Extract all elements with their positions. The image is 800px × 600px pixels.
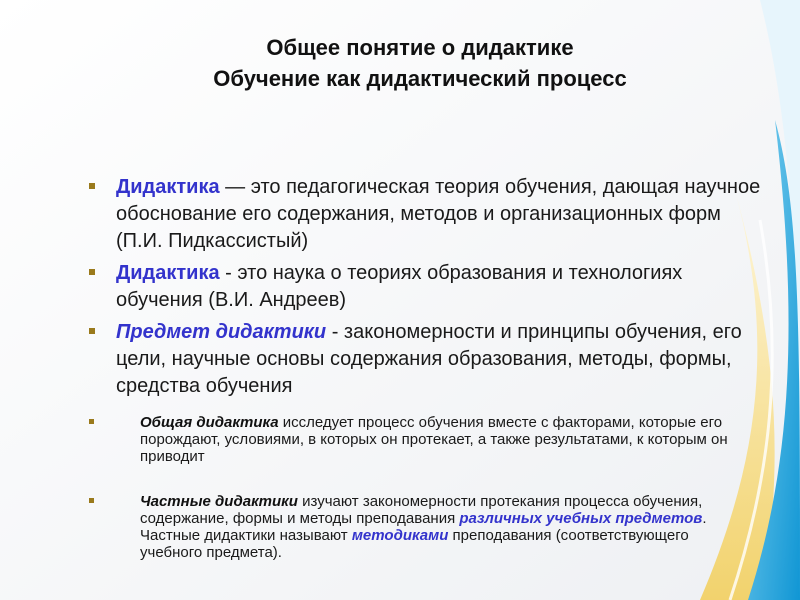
definition-text: исследует процесс обучения вместе с факторами, которые его порождают, условиями, в которых он протекает, а также результатами, к которым он приводит [140, 414, 728, 465]
square-bullet-icon [89, 498, 94, 503]
sub-bullet-list [88, 414, 728, 561]
list-item [86, 174, 766, 255]
main-bullet-list [86, 174, 766, 405]
square-bullet-icon [89, 269, 95, 275]
definition-text: . Частные дидактики называют [140, 510, 707, 544]
list-item [88, 493, 728, 561]
title-line-2: Обучение как дидактический процесс [213, 66, 627, 91]
square-bullet-icon [89, 183, 95, 189]
term-label: Частные дидактики [140, 493, 298, 510]
definition-text: — это педагогическая теория обучения, дающая научное обоснование его содержания, методов и организационных форм (П.И. Пидкассистый) [116, 176, 761, 252]
list-item [86, 319, 766, 400]
term-label: Предмет дидактики [116, 321, 327, 343]
title-line-1: Общее понятие о дидактике [266, 35, 574, 60]
definition-text: изучают закономерности протекания процесса обучения, содержание, формы и методы преподавания [140, 493, 703, 527]
square-bullet-icon [89, 419, 94, 424]
list-item [86, 260, 766, 314]
highlight-text: методиками [351, 527, 449, 544]
highlight-text: различных учебных предметов [459, 510, 703, 527]
definition-text: преподавания (соответствующего учебного предмета). [140, 527, 689, 561]
slide-title [100, 32, 740, 94]
square-bullet-icon [89, 328, 95, 334]
term-label: Дидактика [116, 176, 220, 198]
definition-text: - это наука о теориях образования и технологиях обучения (В.И. Андреев) [116, 262, 683, 311]
term-label: Общая дидактика [140, 414, 279, 431]
term-label: Дидактика [116, 262, 220, 284]
definition-text: - закономерности и принципы обучения, его цели, научные основы содержания образования, методы, формы, средства обучения [116, 321, 742, 397]
list-item [88, 414, 728, 465]
